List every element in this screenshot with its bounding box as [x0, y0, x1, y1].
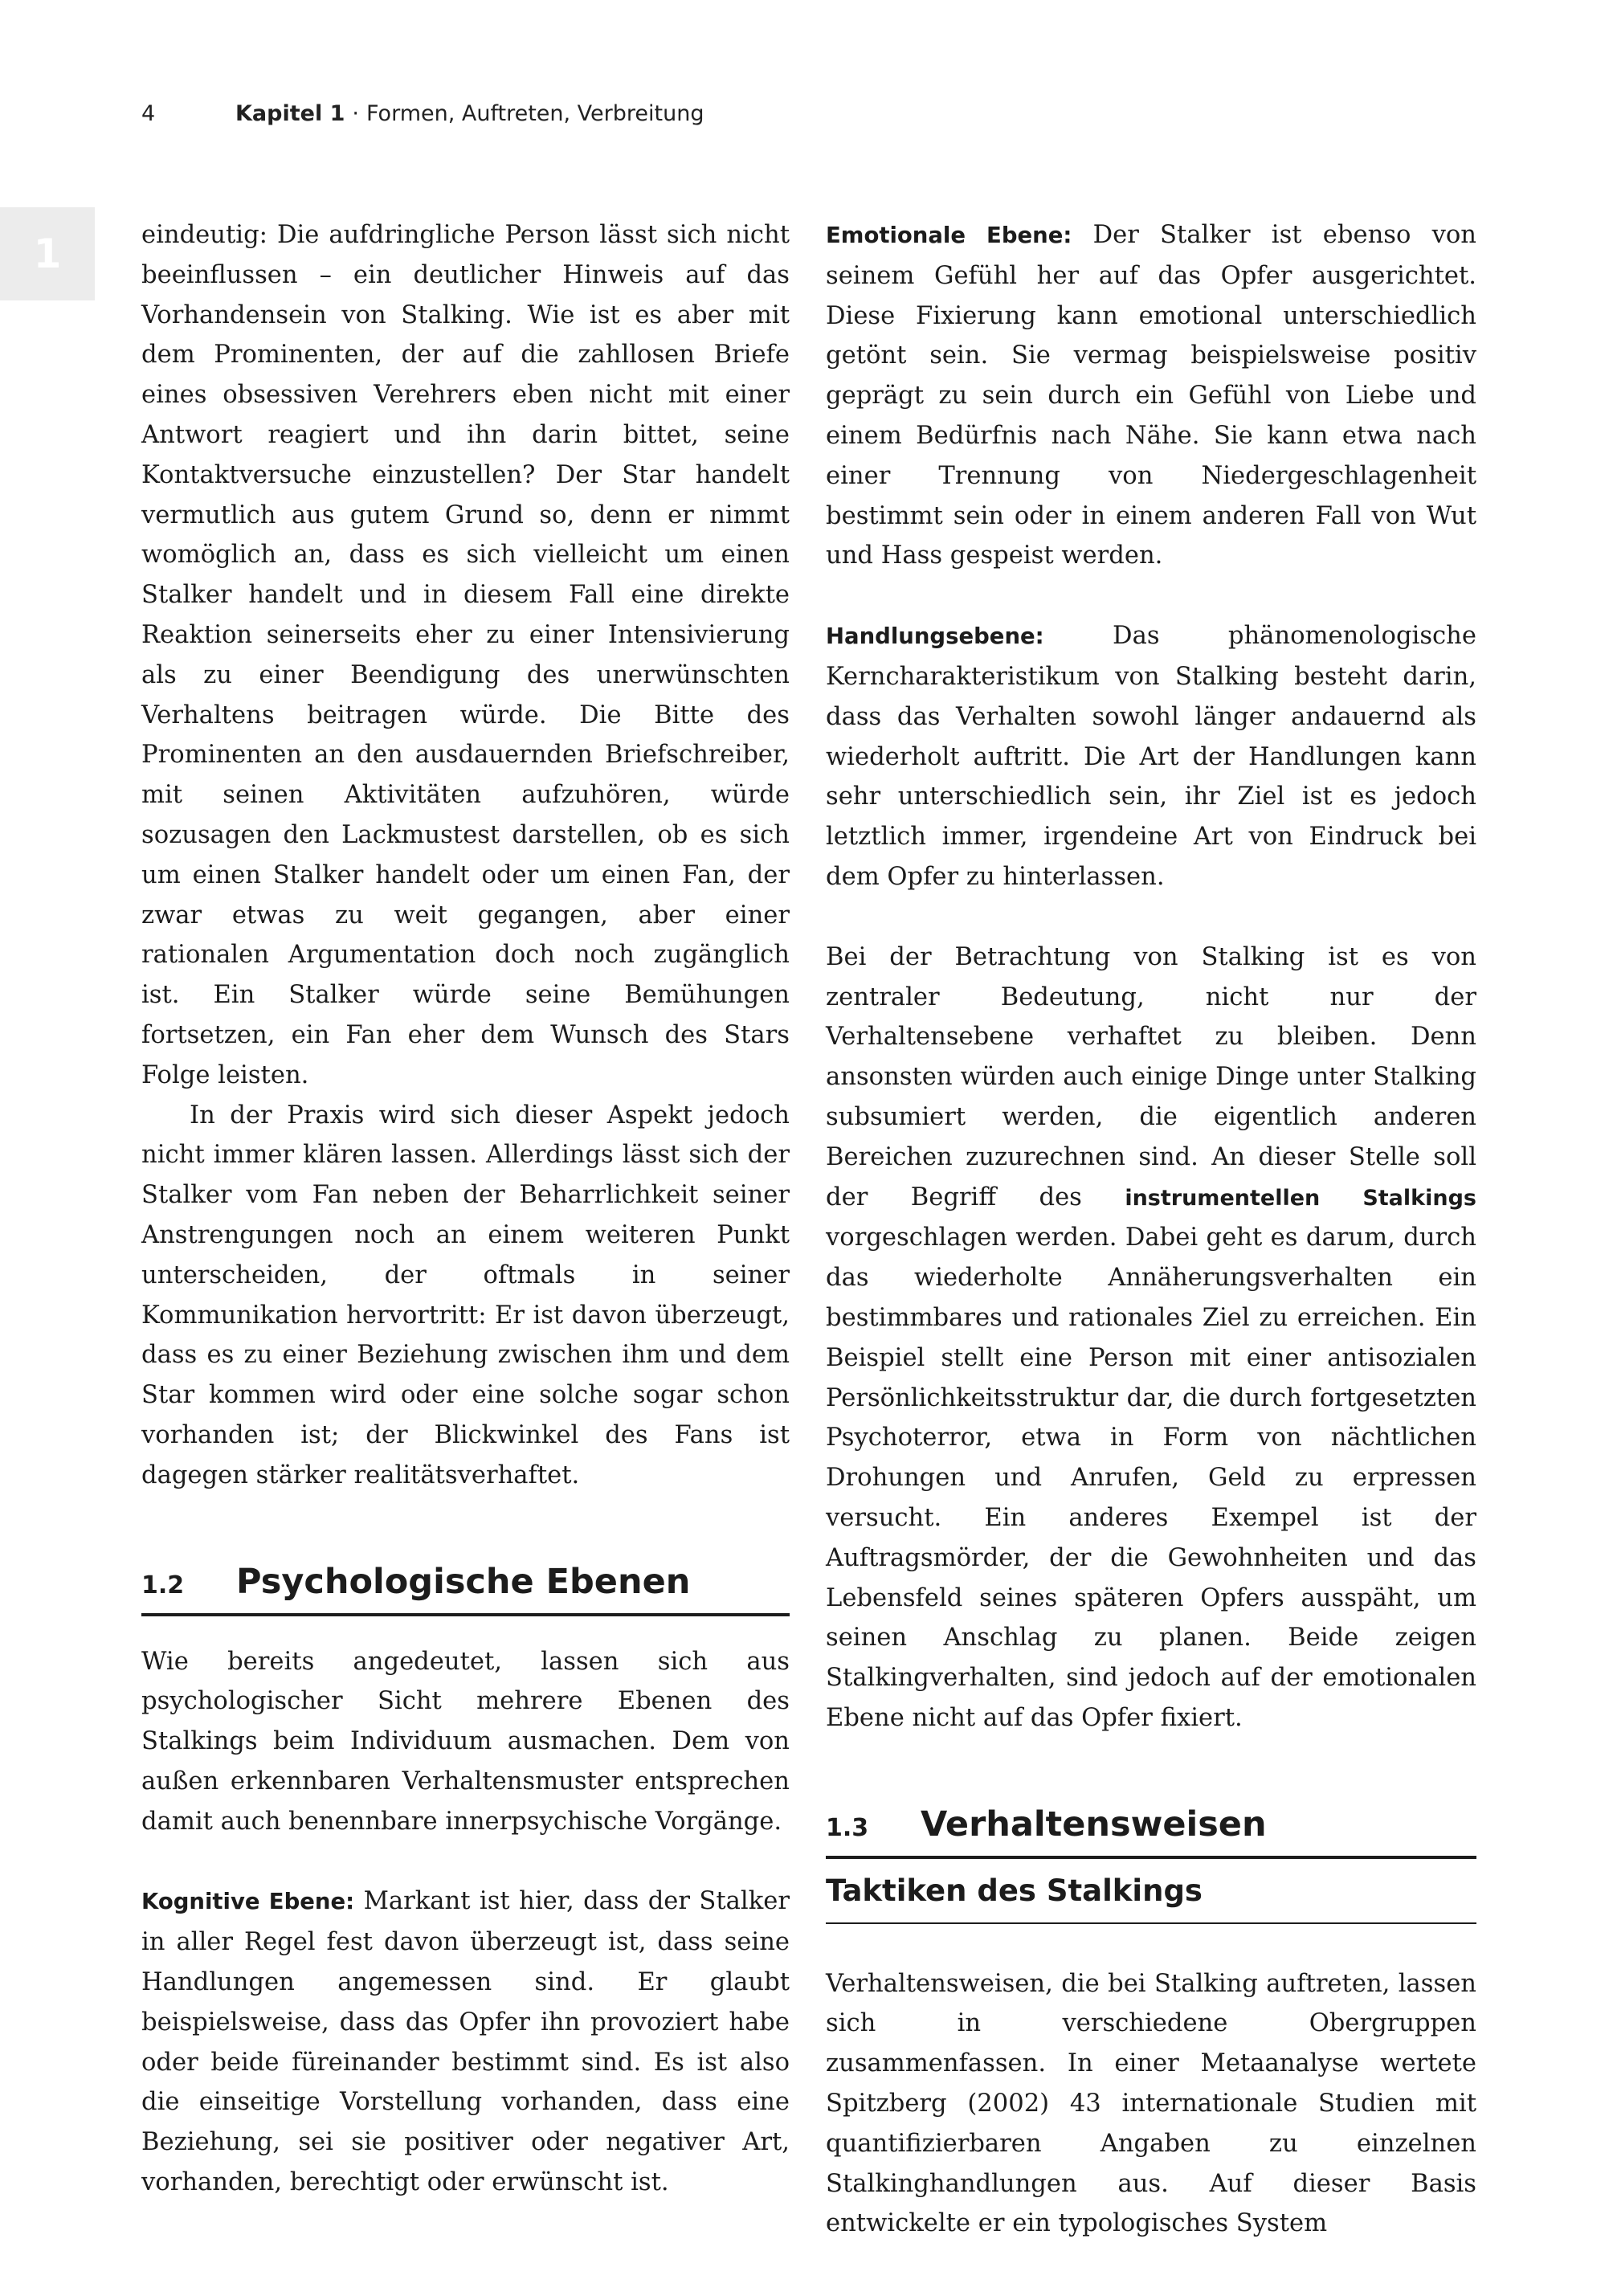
- emotionale-ebene-label: Emotionale Ebene:: [826, 223, 1072, 248]
- instrumentelles-stalking-term: instrumentellen Stalkings: [1125, 1185, 1476, 1211]
- paragraph-emotionale-ebene: [826, 215, 1476, 576]
- left-column: [141, 215, 790, 2203]
- chapter-label: Kapitel 1: [235, 100, 345, 126]
- betrachtung-text-end: vorgeschlagen werden. Dabei geht es darum, durch das wiederholte Annäherungsverhalten ein bestimmbares und rationales Ziel zu erreichen. Ein Beispiel stellt eine Person mit einer antisozialen Persönlichkeitsstruktur dar, die durch fortgesetzten Psychoterror, etwa in Form von nächtlichen Drohungen und Anrufen, Geld zu erpressen versucht. Ein anderes Exempel ist der Auftragsmörder, der die Gewohnheiten und das Lebensfeld seines späteren Opfers ausspäht, um seinen Anschlag zu planen. Beide zeigen Stalkingverhalten, sind jedoch auf der emotionalen Ebene nicht auf das Opfer fixiert.: [826, 1224, 1476, 1732]
- paragraph-intro: Wie bereits angedeutet, lassen sich aus psychologischer Sicht mehrere Ebenen des Stalkings beim Individuum ausmachen. Dem von außen erkennbaren Verhaltensmuster entsprechen damit auch benennbare innerpsychische Vorgänge.: [141, 1647, 790, 1836]
- section-number: 1.2: [141, 1571, 185, 1599]
- paragraph-handlungsebene: [826, 616, 1476, 897]
- running-header: [141, 95, 704, 132]
- kognitive-ebene-text: Markant ist hier, dass der Stalker in aller Regel fest davon überzeugt ist, dass seine Handlungen angemessen sind. Er glaubt beispielsweise, dass das Opfer ihn provoziert habe oder beide füreinander bestimmt sind. Es ist also die einseitige Vorstellung vorhanden, dass eine Beziehung, sei sie positiver oder negativer Art, vorhanden, berechtigt oder erwünscht ist.: [141, 1887, 790, 2197]
- section-heading-1-2: [141, 1562, 790, 1616]
- handlungsebene-label: Handlungsebene:: [826, 623, 1044, 650]
- handlungsebene-text: Das phänomenologische Kerncharakteristikum von Stalking besteht darin, dass das Verhalten sowohl länger andauernd als wiederholt auftritt. Die Art der Handlungen kann sehr unterschiedlich sein, ihr Ziel ist es jedoch letztlich immer, irgendeine Art von Eindruck bei dem Opfer zu hinterlassen.: [826, 622, 1476, 891]
- header-separator: ·: [352, 100, 359, 126]
- paragraph-betrachtung: [826, 938, 1476, 1738]
- page-number: 4: [141, 100, 156, 126]
- chapter-tab: 1: [0, 207, 95, 300]
- betrachtung-text-start: Bei der Betrachtung von Stalking ist es von zentraler Bedeutung, nicht nur der Verhaltensebene verhaftet zu bleiben. Denn ansonsten würden auch einige Dinge unter Stalking subsumiert werden, die eigentlich anderen Bereichen zuzurechnen sind. An dieser Stelle soll der Begriff des: [826, 942, 1476, 1211]
- paragraph-kognitive-ebene: [141, 1881, 790, 2202]
- paragraph-verhaltensweisen: Verhaltensweisen, die bei Stalking auftreten, lassen sich in verschiedene Obergruppen zusammenfassen. In einer Metaanalyse wertete Spitzberg (2002) 43 internationale Studien mit quantifizierbaren Angaben zu einzelnen Stalkinghandlungen aus. Auf dieser Basis entwickelte er ein typologisches System: [826, 1969, 1476, 2238]
- section-number: 1.3: [826, 1813, 869, 1842]
- chapter-title: Formen, Auftreten, Verbreitung: [365, 100, 704, 126]
- section-title: Psychologische Ebenen: [236, 1561, 691, 1602]
- paragraph-praxis: In der Praxis wird sich dieser Aspekt jedoch nicht immer klären lassen. Allerdings lässt sich der Stalker vom Fan neben der Beharrlichkeit seiner Anstrengungen noch an einem weiteren Punkt unterscheiden, der oftmals in seiner Kommunikation hervortritt: Er ist davon überzeugt, dass es zu einer Beziehung zwischen ihm und dem Star kommen wird oder eine solche sogar schon vorhanden ist; der Blickwinkel des Fans ist dagegen stärker realitätsverhaftet.: [141, 1101, 790, 1489]
- right-column: [826, 215, 1476, 2244]
- kognitive-ebene-label: Kognitive Ebene:: [141, 1889, 355, 1915]
- section-title: Verhaltensweisen: [921, 1804, 1267, 1845]
- section-heading-1-3: [826, 1804, 1476, 1859]
- subsection-heading: Taktiken des Stalkings: [826, 1873, 1476, 1924]
- paragraph-continuation: eindeutig: Die aufdringliche Person lässt sich nicht beeinflussen – ein deutlicher Hinweis auf das Vorhandensein von Stalking. Wie ist es aber mit dem Prominenten, der auf die zahllosen Briefe eines obsessiven Verehrers eben nicht mit einer Antwort reagiert und ihn darin bittet, seine Kontaktversuche einzustellen? Der Star handelt vermutlich aus gutem Grund so, denn er nimmt womöglich an, dass es sich vielleicht um einen Stalker handelt und in diesem Fall eine direkte Reaktion seinerseits eher zu einer Intensivierung als zu einer Beendigung des unerwünschten Verhaltens beitragen würde. Die Bitte des Prominenten an den ausdauernden Briefschreiber, mit seinen Aktivitäten aufzuhören, würde sozusagen den Lackmustest darstellen, ob es sich um einen Stalker handelt oder um einen Fan, der zwar etwas zu weit gegangen, aber einer rationalen Argumentation doch noch zugänglich ist. Ein Stalker würde seine Bemühungen fortsetzen, ein Fan eher dem Wunsch des Stars Folge leisten.: [141, 221, 790, 1089]
- emotionale-ebene-text: Der Stalker ist ebenso von seinem Gefühl her auf das Opfer ausgerichtet. Diese Fixierung kann emotional unterschiedlich getönt sein. Sie vermag beispielsweise positiv geprägt zu sein durch ein Gefühl von Liebe und einem Bedürfnis nach Nähe. Sie kann etwa nach einer Trennung von Niedergeschlagenheit bestimmt sein oder in einem anderen Fall von Wut und Hass gespeist werden.: [826, 221, 1476, 570]
